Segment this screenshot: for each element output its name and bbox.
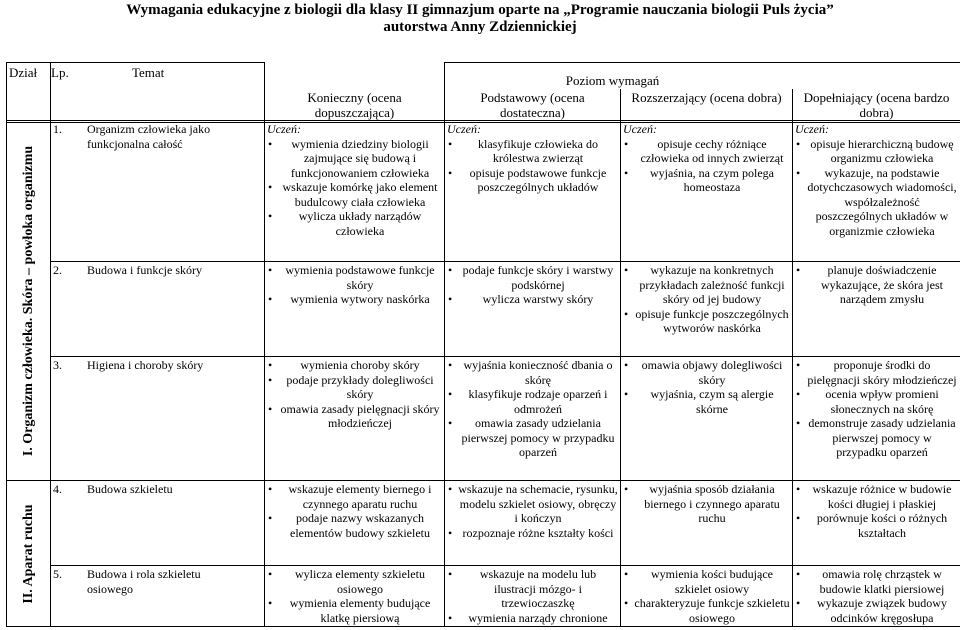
section-name: I. Organizm człowieka. Skóra – powłoka organizmu xyxy=(20,145,36,456)
header-rozszerzajacy: Rozszerzający (ocena dobra) xyxy=(621,89,793,123)
konieczny-cell xyxy=(265,121,445,262)
podstawowy-cell xyxy=(445,262,621,357)
requirement-list xyxy=(795,137,958,239)
requirement-list xyxy=(795,358,958,460)
header-lp-temat xyxy=(51,63,265,123)
requirement-item: • opisuje funkcje poszczególnych wytworów naskórka xyxy=(623,307,790,336)
konieczny-cell xyxy=(265,566,445,627)
dopelniajacy-cell xyxy=(793,566,960,627)
requirement-list xyxy=(623,137,790,195)
table-row xyxy=(7,357,960,481)
topic-name: Organizm człowieka jako funkcjonalna całość xyxy=(87,122,211,151)
rozszerzajacy-cell xyxy=(621,566,793,627)
pupil-label: Uczeń: xyxy=(447,122,481,136)
requirement-list xyxy=(267,358,442,431)
rozszerzajacy-cell xyxy=(621,262,793,357)
requirement-item: • wykazuje na konkretnych przykładach zależność funkcji skóry od jej budowy xyxy=(623,263,790,307)
row-number: 4. xyxy=(53,482,62,496)
requirement-list xyxy=(267,137,442,239)
requirement-item: • omawia zasady udzielania pierwszej pomocy w przypadku oparzeń xyxy=(447,416,618,460)
requirement-item: • opisuje hierarchiczną budowę organizmu człowieka xyxy=(795,137,958,166)
topic-name: Budowa i rola szkieletu osiowego xyxy=(87,567,201,596)
topic-cell xyxy=(51,481,265,566)
requirement-item: • wymienia elementy budujące klatkę piersiową xyxy=(267,596,442,625)
requirement-item: • charakteryzuje funkcje szkieletu osiowego xyxy=(623,596,790,625)
table-row xyxy=(7,566,960,627)
requirement-item: • wyjaśnia sposób działania biernego i czynnego aparatu ruchu xyxy=(623,482,790,526)
pupil-label: Uczeń: xyxy=(267,122,301,136)
row-number: 1. xyxy=(53,122,62,136)
requirement-list xyxy=(447,263,618,307)
podstawowy-cell xyxy=(445,357,621,481)
rozszerzajacy-cell xyxy=(621,481,793,566)
requirement-item: • ocenia wpływ promieni słonecznych na skórę xyxy=(795,387,958,416)
requirement-list xyxy=(447,482,618,540)
row-number: 5. xyxy=(53,567,62,581)
konieczny-cell xyxy=(265,481,445,566)
requirements-table xyxy=(6,62,960,123)
requirement-item: • wykazuje związek budowy odcinków kręgosłupa xyxy=(795,596,958,625)
requirement-list xyxy=(623,358,790,416)
requirement-list xyxy=(623,263,790,336)
requirement-list xyxy=(795,263,958,307)
requirement-item: • demonstruje zasady udzielania pierwszej pomocy w przypadku oparzeń xyxy=(795,416,958,460)
requirement-item: • wskazuje na modelu lub ilustracji mózgo- i trzewioczaszkę xyxy=(447,567,618,611)
pupil-label: Uczeń: xyxy=(795,122,829,136)
requirement-item: • wylicza elementy szkieletu osiowego xyxy=(267,567,442,596)
requirement-item: • proponuje środki do pielęgnacji skóry młodzieńczej xyxy=(795,358,958,387)
requirement-list xyxy=(623,482,790,526)
requirement-item: • planuje doświadczenie wykazujące, że skóra jest narządem zmysłu xyxy=(795,263,958,307)
requirement-list xyxy=(447,137,618,195)
table-row xyxy=(7,121,960,262)
requirement-list xyxy=(267,567,442,625)
requirement-item: • wyjaśnia, czym są alergie skórne xyxy=(623,387,790,416)
requirement-list xyxy=(447,567,618,625)
requirement-list xyxy=(447,358,618,460)
requirement-list xyxy=(795,482,958,540)
requirement-item: • wylicza warstwy skóry xyxy=(447,292,618,307)
requirement-item: • wykazuje, na podstawie dotychczasowych wiadomości, współzależność poszczególnych układów w organizmie człowieka xyxy=(795,166,958,239)
dopelniajacy-cell xyxy=(793,481,960,566)
requirement-item: • wyjaśnia konieczność dbania o skórę xyxy=(447,358,618,387)
topic-cell xyxy=(51,566,265,627)
topic-cell xyxy=(51,262,265,357)
requirement-item: • porównuje kości o różnych kształtach xyxy=(795,511,958,540)
requirement-item: • klasyfikuje rodzaje oparzeń i odmrożeń xyxy=(447,387,618,416)
requirement-item: • omawia rolę chrząstek w budowie klatki piersiowej xyxy=(795,567,958,596)
requirement-list xyxy=(795,567,958,625)
topic-name: Higiena i choroby skóry xyxy=(87,358,204,372)
header-konieczny: Konieczny (ocena dopuszczająca) xyxy=(265,89,445,123)
rozszerzajacy-cell xyxy=(621,357,793,481)
header-dzial: Dział xyxy=(7,63,51,123)
requirement-item: • rozpoznaje różne kształty kości xyxy=(447,526,618,541)
requirement-list xyxy=(267,482,442,540)
dopelniajacy-cell xyxy=(793,262,960,357)
requirement-item: • wylicza układy narządów człowieka xyxy=(267,209,442,238)
requirement-item: • podaje funkcje skóry i warstwy podskórnej xyxy=(447,263,618,292)
requirement-item: • wymienia dziedziny biologii zajmujące się budową i funkcjonowaniem człowieka xyxy=(267,137,442,181)
topic-name: Budowa i funkcje skóry xyxy=(87,263,202,277)
table-row xyxy=(7,481,960,566)
row-number: 3. xyxy=(53,358,62,372)
dopelniajacy-cell xyxy=(793,357,960,481)
header-poziom: Poziom wymagań xyxy=(445,63,960,89)
requirement-item: • opisuje cechy różniące człowieka od innych zwierząt xyxy=(623,137,790,166)
requirements-body xyxy=(6,120,960,627)
header-dopelniajacy: Dopełniający (ocena bardzo dobra) xyxy=(793,89,960,123)
document-title: Wymagania edukacyjne z biologii dla klasy II gimnazjum oparte na „Programie nauczania biologii Puls życia” xyxy=(126,2,834,18)
table-row xyxy=(7,262,960,357)
requirement-item: • podaje przykłady dolegliwości skóry xyxy=(267,373,442,402)
topic-cell xyxy=(51,357,265,481)
requirement-item: • wymienia choroby skóry xyxy=(267,358,442,373)
rozszerzajacy-cell xyxy=(621,121,793,262)
requirement-item: • wymienia wytwory naskórka xyxy=(267,292,442,307)
requirement-item: • wskazuje elementy biernego i czynnego aparatu ruchu xyxy=(267,482,442,511)
requirement-item: • omawia zasady pielęgnacji skóry młodzieńczej xyxy=(267,402,442,431)
requirement-item: • wymienia narządy chronione xyxy=(447,611,618,626)
document-subtitle: autorstwa Anny Zdziennickiej xyxy=(383,19,577,35)
podstawowy-cell xyxy=(445,121,621,262)
requirement-item: • wskazuje komórkę jako element budulcowy ciała człowieka xyxy=(267,180,442,209)
requirement-item: • omawia objawy dolegliwości skóry xyxy=(623,358,790,387)
requirement-list xyxy=(623,567,790,625)
konieczny-cell xyxy=(265,262,445,357)
topic-cell xyxy=(51,121,265,262)
section-cell xyxy=(7,121,51,481)
requirement-list xyxy=(267,263,442,307)
requirement-item: • wymienia podstawowe funkcje skóry xyxy=(267,263,442,292)
requirement-item: • wyjaśnia, na czym polega homeostaza xyxy=(623,166,790,195)
requirement-item: • wskazuje na schemacie, rysunku, modelu szkielet osiowy, obręczy i kończyn xyxy=(447,482,618,526)
topic-name: Budowa szkieletu xyxy=(87,482,173,496)
konieczny-cell xyxy=(265,357,445,481)
podstawowy-cell xyxy=(445,481,621,566)
header-temat: Temat xyxy=(131,65,165,80)
requirement-item: • wskazuje różnice w budowie kości długiej i płaskiej xyxy=(795,482,958,511)
header-podstawowy: Podstawowy (ocena dostateczna) xyxy=(445,89,621,123)
requirement-item: • podaje nazwy wskazanych elementów budowy szkieletu xyxy=(267,511,442,540)
section-cell xyxy=(7,481,51,627)
requirement-item: • opisuje podstawowe funkcje poszczególnych układów xyxy=(447,166,618,195)
section-name: II. Aparat ruchu xyxy=(20,503,36,604)
pupil-label: Uczeń: xyxy=(623,122,657,136)
dopelniajacy-cell xyxy=(793,121,960,262)
requirement-item: • klasyfikuje człowieka do królestwa zwierząt xyxy=(447,137,618,166)
row-number: 2. xyxy=(53,263,62,277)
requirement-item: • wymienia kości budujące szkielet osiowy xyxy=(623,567,790,596)
podstawowy-cell xyxy=(445,566,621,627)
header-lp: Lp. xyxy=(51,65,69,80)
